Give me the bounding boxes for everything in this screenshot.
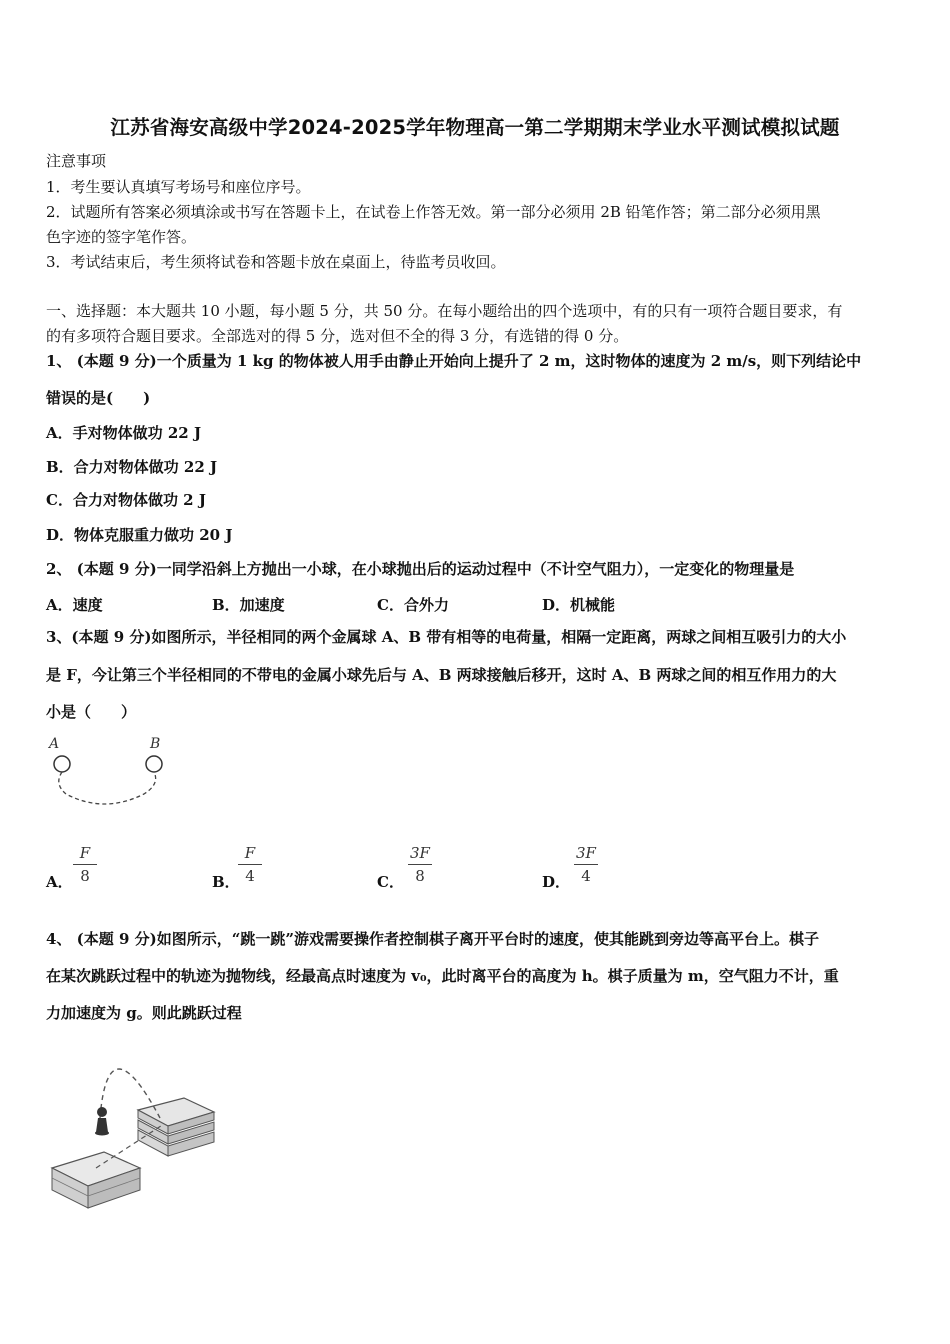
q1-option-c: C．合力对物体做功 2 J bbox=[46, 491, 206, 509]
q3-option-c-numerator: 3F bbox=[410, 844, 430, 862]
q1-option-d: D．物体克服重力做功 20 J bbox=[46, 526, 233, 544]
notice-item-2-line1: 2．试题所有答案必须填涂或书写在答题卡上，在试卷上作答无效。第一部分必须用 2B 铅笔作答；第二部分必须用黑 bbox=[46, 203, 821, 221]
q3-stem-line2: 是 F，今让第三个半径相同的不带电的金属小球先后与 A、B 两球接触后移开，这时 A、B 两球之间的相互作用力的大 bbox=[46, 666, 837, 684]
q3-option-a-label: A． bbox=[46, 873, 73, 891]
q3-option-d-label: D． bbox=[542, 873, 571, 891]
q3-option-c-label: C． bbox=[377, 873, 404, 891]
sphere-b bbox=[146, 756, 162, 772]
third-sphere-path bbox=[59, 772, 156, 804]
start-platform bbox=[52, 1152, 140, 1208]
q4-figure-jump-game bbox=[44, 1040, 224, 1220]
q2-option-a: A．速度 bbox=[46, 596, 103, 614]
notice-item-2-line2: 色字迹的签字笔作答。 bbox=[46, 228, 197, 246]
q4-stem-line2: 在某次跳跃过程中的轨迹为抛物线，经最高点时速度为 v₀，此时离平台的高度为 h。棋子质量为 m，空气阻力不计，重 bbox=[46, 967, 839, 985]
q3-option-d-fraction bbox=[566, 844, 606, 885]
q1-option-b: B．合力对物体做功 22 J bbox=[46, 458, 218, 476]
q3-option-b-fraction bbox=[230, 844, 270, 885]
q3-stem-line1: 3、(本题 9 分)如图所示，半径相同的两个金属球 A、B 带有相等的电荷量，相隔一定距离，两球之间相互吸引力的大小 bbox=[46, 628, 847, 646]
fraction-bar bbox=[408, 864, 432, 865]
q3-option-b-numerator: F bbox=[244, 844, 256, 862]
q3-option-a-fraction bbox=[65, 844, 105, 885]
q4-stem-line3: 力加速度为 g。则此跳跃过程 bbox=[46, 1004, 242, 1022]
chess-piece bbox=[95, 1107, 109, 1136]
fraction-bar bbox=[73, 864, 97, 865]
page-title: 江苏省海安高级中学2024-2025学年物理高一第二学期期末学业水平测试模拟试题 bbox=[110, 116, 840, 139]
q3-option-d-denominator: 4 bbox=[581, 867, 591, 885]
q3-figure-charged-spheres bbox=[44, 732, 174, 812]
q3-stem-line3: 小是（ ） bbox=[46, 703, 137, 721]
q3-option-d-numerator: 3F bbox=[576, 844, 596, 862]
target-platform bbox=[138, 1098, 214, 1156]
q2-option-d: D．机械能 bbox=[542, 596, 616, 614]
fraction-bar bbox=[238, 864, 262, 865]
q1-stem-line2: 错误的是( ) bbox=[46, 389, 151, 407]
q3-option-c-fraction bbox=[400, 844, 440, 885]
notice-item-3: 3．考试结束后，考生须将试卷和答题卡放在桌面上，待监考员收回。 bbox=[46, 253, 506, 271]
sphere-a-label: A bbox=[49, 736, 60, 752]
q3-option-c-denominator: 8 bbox=[415, 867, 425, 885]
q3-option-a-numerator: F bbox=[79, 844, 91, 862]
q2-stem: 2、 (本题 9 分)一同学沿斜上方抛出一小球，在小球抛出后的运动过程中（不计空气阻力），一定变化的物理量是 bbox=[46, 560, 795, 578]
section1-instructions-line1: 一、选择题：本大题共 10 小题，每小题 5 分，共 50 分。在每小题给出的四个选项中，有的只有一项符合题目要求，有 bbox=[46, 302, 843, 320]
notice-item-1: 1．考生要认真填写考场号和座位序号。 bbox=[46, 178, 311, 196]
sphere-a bbox=[54, 756, 70, 772]
q3-option-b-denominator: 4 bbox=[245, 867, 255, 885]
notice-heading: 注意事项 bbox=[46, 152, 107, 170]
q1-option-a: A．手对物体做功 22 J bbox=[46, 424, 202, 442]
q2-option-c: C．合外力 bbox=[377, 596, 449, 614]
q2-option-b: B．加速度 bbox=[212, 596, 285, 614]
fraction-bar bbox=[574, 864, 598, 865]
section1-instructions-line2: 的有多项符合题目要求。全部选对的得 5 分，选对但不全的得 3 分，有选错的得 0 分。 bbox=[46, 327, 629, 345]
q1-stem-line1: 1、 (本题 9 分)一个质量为 1 kg 的物体被人用手由静止开始向上提升了 2 m，这时物体的速度为 2 m/s，则下列结论中 bbox=[46, 352, 862, 370]
q3-option-b-label: B． bbox=[212, 873, 240, 891]
q4-stem-line1: 4、 (本题 9 分)如图所示，“跳一跳”游戏需要操作者控制棋子离开平台时的速度，使其能跳到旁边等高平台上。棋子 bbox=[46, 930, 819, 948]
sphere-b-label: B bbox=[150, 736, 161, 752]
q3-option-a-denominator: 8 bbox=[80, 867, 90, 885]
